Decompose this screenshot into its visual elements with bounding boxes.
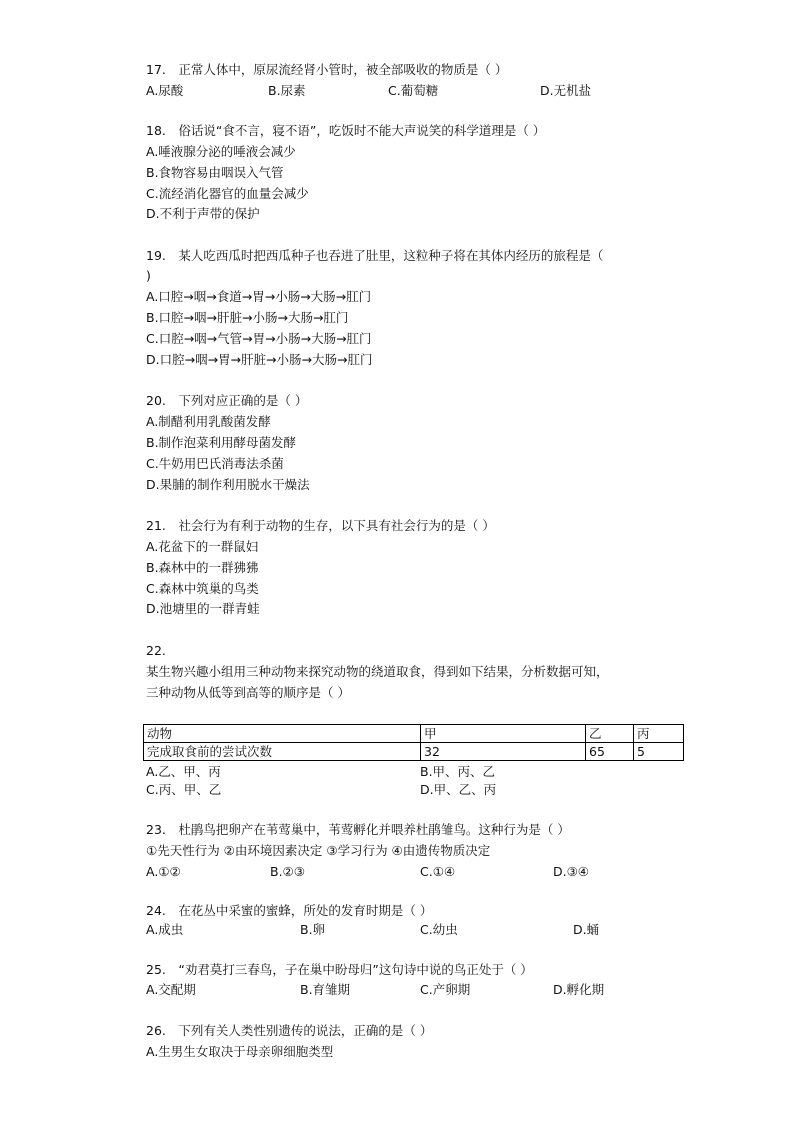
question-text: ①先天性行为 ②由环境因素决定 ③学习行为 ④由遗传物质决定 <box>146 843 491 858</box>
answer-option: A.①② <box>146 864 181 879</box>
answer-option: C.①④ <box>420 864 456 879</box>
answer-option: A.交配期 <box>146 982 196 997</box>
table-cell: 乙 <box>586 725 634 743</box>
question-text: 18. 俗话说“食不言，寝不语”，吃饭时不能大声说笑的科学道理是（ ） <box>146 123 546 138</box>
answer-option: C.幼虫 <box>420 922 458 937</box>
answer-option: D.无机盐 <box>540 83 592 98</box>
answer-option: C.葡萄糖 <box>388 83 439 98</box>
question-text: 24. 在花丛中采蜜的蜜蜂，所处的发育时期是（ ） <box>146 903 433 918</box>
answer-option: B.育雏期 <box>300 982 351 997</box>
table-cell: 完成取食前的尝试次数 <box>144 743 421 761</box>
answer-option: A.口腔→咽→食道→胃→小肠→大肠→肛门 <box>146 289 372 304</box>
question-text: 17. 正常人体中，原尿流经肾小管时，被全部吸收的物质是（ ） <box>146 62 508 77</box>
table-header-row <box>144 725 684 743</box>
answer-option: B.②③ <box>270 864 305 879</box>
table-cell: 丙 <box>634 725 684 743</box>
answer-option: D.果脯的制作利用脱水干燥法 <box>146 477 310 492</box>
answer-option: A.尿酸 <box>146 83 184 98</box>
question-text: 22. <box>146 643 166 658</box>
data-table <box>143 724 684 761</box>
answer-option: B.森林中的一群狒狒 <box>146 560 259 575</box>
answer-option: A.花盆下的一群鼠妇 <box>146 539 259 554</box>
question-text: 25. “劝君莫打三春鸟，子在巢中盼母归”这句诗中说的鸟正处于（ ） <box>146 962 533 977</box>
table-cell: 32 <box>421 743 586 761</box>
question-text: 21. 社会行为有利于动物的生存，以下具有社会行为的是（ ） <box>146 518 495 533</box>
answer-option: C.森林中筑巢的鸟类 <box>146 581 259 596</box>
question-text: 某生物兴趣小组用三种动物来探究动物的绕道取食，得到如下结果，分析数据可知， <box>146 664 609 679</box>
answer-option: C.产卵期 <box>420 982 471 997</box>
answer-option: D.孵化期 <box>553 982 605 997</box>
answer-option: B.卵 <box>300 922 326 937</box>
answer-option: D.池塘里的一群青蛙 <box>146 601 260 616</box>
answer-option: C.口腔→咽→气管→胃→小肠→大肠→肛门 <box>146 331 372 346</box>
table-cell: 动物 <box>144 725 421 743</box>
answer-option: A.制醋利用乳酸菌发酵 <box>146 414 271 429</box>
answer-option: B.尿素 <box>268 83 306 98</box>
question-text: ) <box>146 268 151 283</box>
question-text: 19. 某人吃西瓜时把西瓜种子也吞进了肚里，这粒种子将在其体内经历的旅程是（ <box>146 248 604 263</box>
answer-option: A.唾液腺分泌的唾液会减少 <box>146 144 296 159</box>
question-text: 23. 杜鹃鸟把卵产在苇莺巢中，苇莺孵化并喂养杜鹃雏鸟。这种行为是（ ） <box>146 822 570 837</box>
question-text: 20. 下列对应正确的是（ ） <box>146 393 308 408</box>
answer-option: A.生男生女取决于母亲卵细胞类型 <box>146 1044 334 1059</box>
answer-option: D.口腔→咽→胃→肝脏→小肠→大肠→肛门 <box>146 352 373 367</box>
table-row <box>144 743 684 761</box>
answer-option: D.③④ <box>553 864 590 879</box>
answer-option: C.丙、甲、乙 <box>146 782 222 797</box>
answer-option: A.成虫 <box>146 922 184 937</box>
answer-option: A.乙、甲、丙 <box>146 764 221 779</box>
question-text: 三种动物从低等到高等的顺序是（ ） <box>146 685 350 700</box>
answer-option: B.口腔→咽→肝脏→小肠→大肠→肛门 <box>146 310 349 325</box>
answer-option: D.蛹 <box>573 922 600 937</box>
answer-option: C.流经消化器官的血量会减少 <box>146 186 309 201</box>
answer-option: B.食物容易由咽误入气管 <box>146 165 284 180</box>
table-cell: 65 <box>586 743 634 761</box>
answer-option: B.制作泡菜利用酵母菌发酵 <box>146 435 297 450</box>
answer-option: D.不利于声带的保护 <box>146 206 260 221</box>
answer-option: C.牛奶用巴氏消毒法杀菌 <box>146 456 284 471</box>
answer-option: D.甲、乙、丙 <box>420 782 497 797</box>
table-cell: 甲 <box>421 725 586 743</box>
question-text: 26. 下列有关人类性别遗传的说法，正确的是（ ） <box>146 1023 433 1038</box>
table-cell: 5 <box>634 743 684 761</box>
answer-option: B.甲、丙、乙 <box>420 764 496 779</box>
